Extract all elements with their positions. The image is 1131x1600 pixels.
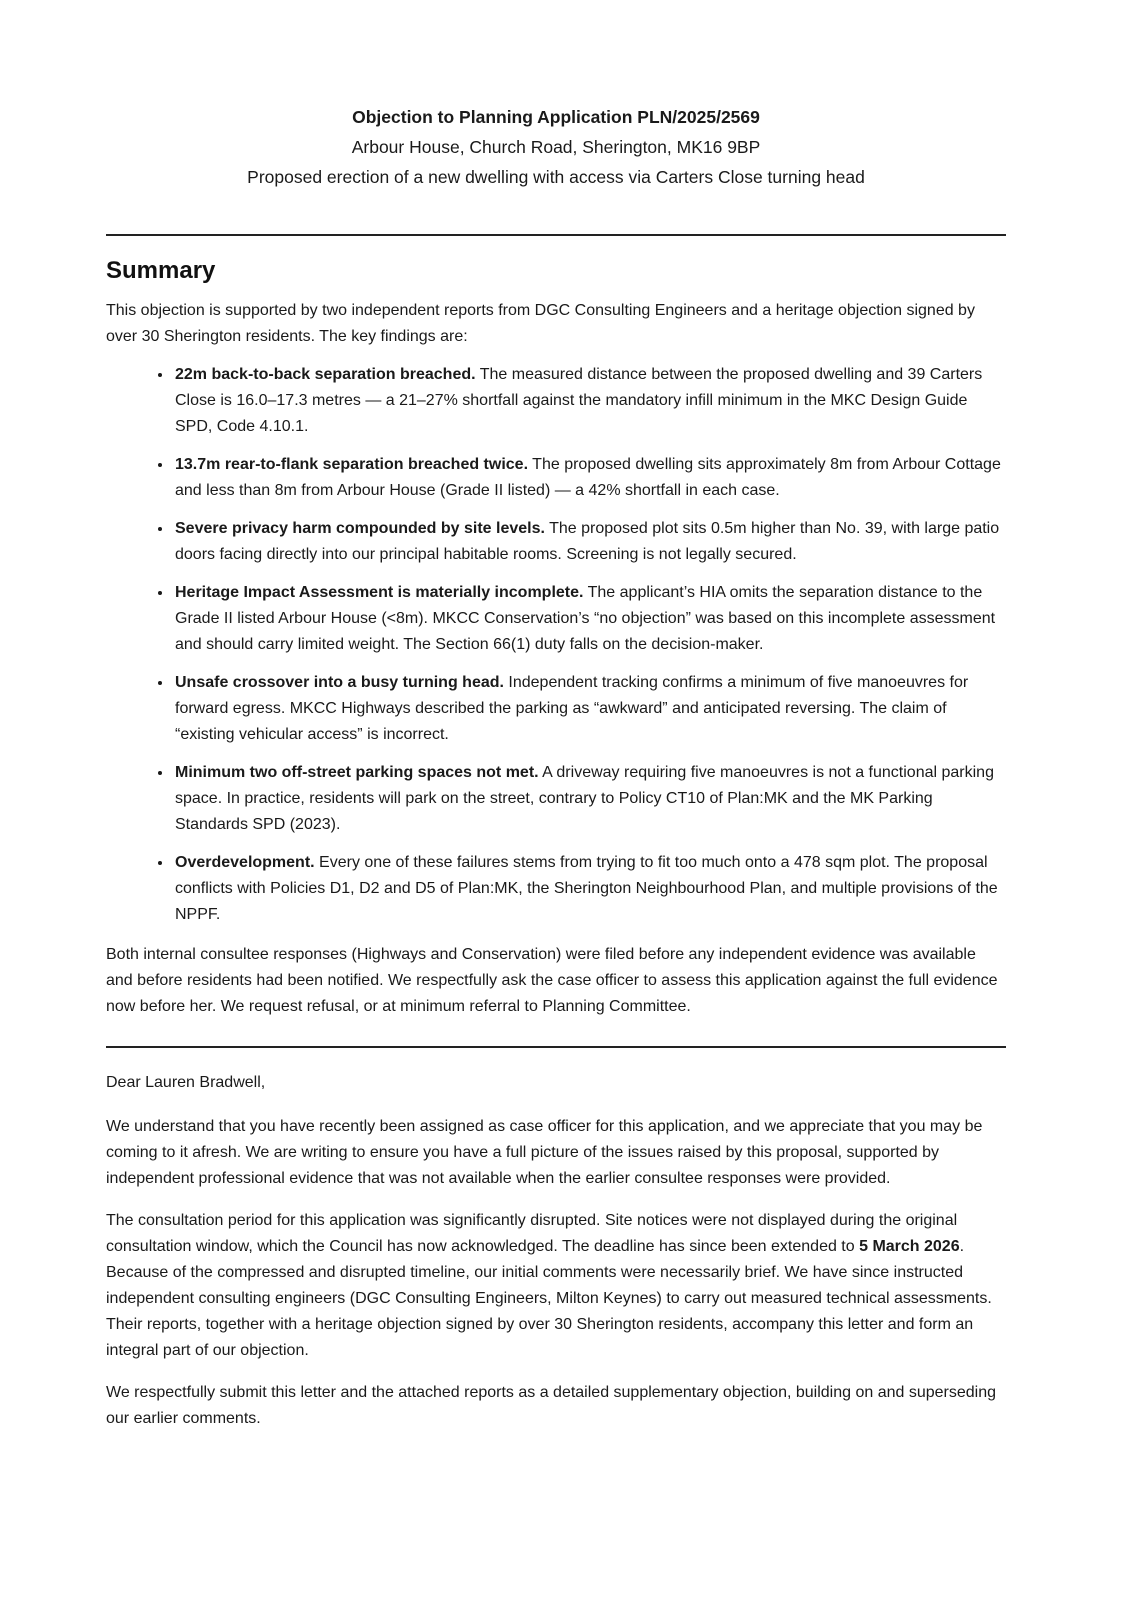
finding-heritage-incomplete [173,580,1006,658]
finding-separation-13-7m [173,452,1006,504]
deadline-date: 5 March 2026 [859,1238,960,1255]
finding-text: The applicant’s HIA omits the separation distance to the Grade II listed Arbour House (<8m). MKCC Conservation’s “no objection” was based on this incomplete assessment and should carry limited weight. The Section 66(1) duty falls on the decision-maker. [175,584,996,653]
letter-paragraph-2 [106,1208,1006,1364]
finding-unsafe-crossover [173,670,1006,748]
letter-paragraph-3: We respectfully submit this letter and the attached reports as a detailed supplementary objection, building on and superseding our earlier comments. [106,1384,997,1427]
divider-top [106,234,1006,236]
summary-intro: This objection is supported by two independent reports from DGC Consulting Engineers and a heritage objection signed by over 30 Sherington residents. The key findings are: [106,302,975,345]
finding-lead: Heritage Impact Assessment is materially incomplete. [175,584,584,601]
letter-paragraph-1: We understand that you have recently been assigned as case officer for this application, and we appreciate that you may be coming to it afresh. We are writing to ensure you have a full picture of the issues raised by this proposal, supported by independent professional evidence that was not available when the earlier consultee responses were provided. [106,1118,983,1187]
finding-lead: Severe privacy harm compounded by site levels. [175,520,545,537]
finding-text: The measured distance between the proposed dwelling and 39 Carters Close is 16.0–17.3 metres — a 21–27% shortfall against the mandatory infill minimum in the MKC Design Guide SPD, Code 4.10.1. [175,366,983,435]
finding-lead: Overdevelopment. [175,854,315,871]
key-findings-list [106,362,1006,928]
divider-middle [106,1046,1006,1048]
finding-text: A driveway requiring five manoeuvres is not a functional parking space. In practice, residents will park on the street, contrary to Policy CT10 of Plan:MK and the MK Parking Standards SPD (2023). [175,764,994,833]
paragraph-text: The consultation period for this application was significantly disrupted. Site notices were not displayed during the original consultation window, which the Council has now acknowledged. The deadline has since been extended to [106,1212,958,1255]
document-title: Objection to Planning Application PLN/2025/2569 [352,107,760,127]
finding-separation-22m [173,362,1006,440]
summary-heading: Summary [106,257,216,284]
summary-closing: Both internal consultee responses (Highways and Conservation) were filed before any independent evidence was available and before residents had been notified. We respectfully ask the case officer to assess this application against the full evidence now before her. We request refusal, or at minimum referral to Planning Committee. [106,946,998,1015]
finding-lead: 13.7m rear-to-flank separation breached twice. [175,456,529,473]
document-header [106,102,1006,192]
proposal-description: Proposed erection of a new dwelling with access via Carters Close turning head [247,167,865,187]
paragraph-text: . Because of the compressed and disrupted timeline, our initial comments were necessarily brief. We have since instructed independent consulting engineers (DGC Consulting Engineers, Milton Keynes) to carry out measured technical assessments. Their reports, together with a heritage objection signed by over 30 Sherington residents, accompany this letter and form an integral part of our objection. [106,1238,992,1359]
finding-lead: Minimum two off-street parking spaces not met. [175,764,539,781]
finding-overdevelopment [173,850,1006,928]
finding-lead: Unsafe crossover into a busy turning head. [175,674,504,691]
finding-lead: 22m back-to-back separation breached. [175,366,476,383]
finding-text: The proposed plot sits 0.5m higher than No. 39, with large patio doors facing directly into our principal habitable rooms. Screening is not legally secured. [175,520,1000,563]
finding-text: The proposed dwelling sits approximately 8m from Arbour Cottage and less than 8m from Arbour House (Grade II listed) — a 42% shortfall in each case. [175,456,1001,499]
finding-text: Every one of these failures stems from trying to fit too much onto a 478 sqm plot. The proposal conflicts with Policies D1, D2 and D5 of Plan:MK, the Sherington Neighbourhood Plan, and multiple provisions of the NPPF. [175,854,998,923]
letter-salutation: Dear Lauren Bradwell, [106,1074,266,1091]
finding-privacy-harm [173,516,1006,568]
finding-text: Independent tracking confirms a minimum of five manoeuvres for forward egress. MKCC Highways described the parking as “awkward” and anticipated reversing. The claim of “existing vehicular access” is incorrect. [175,674,969,743]
finding-parking-not-met [173,760,1006,838]
site-address: Arbour House, Church Road, Sherington, MK16 9BP [351,137,761,157]
